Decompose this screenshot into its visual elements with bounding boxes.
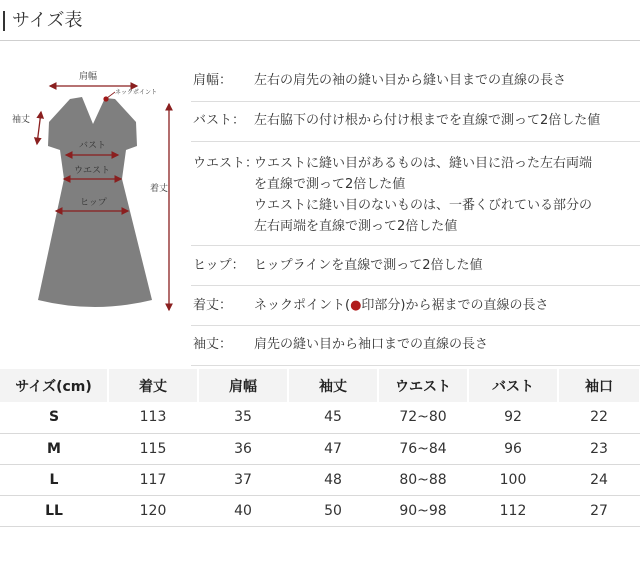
- table-cell: 100: [468, 464, 558, 495]
- definition-text: ヒップラインを直線で測って2倍した値: [254, 258, 483, 273]
- table-cell: 92: [468, 402, 558, 433]
- definition-row: [191, 286, 640, 326]
- table-cell: 120: [108, 495, 198, 526]
- table-cell: 45: [288, 402, 378, 433]
- table-cell: 37: [198, 464, 288, 495]
- table-cell: 23: [558, 433, 640, 464]
- table-cell: 48: [288, 464, 378, 495]
- length-label: 着丈: [150, 184, 169, 194]
- table-cell: 22: [558, 402, 640, 433]
- header-bust: バスト: [468, 369, 558, 402]
- waist-label: ウエスト: [74, 166, 111, 176]
- definition-row: [191, 246, 640, 286]
- definition-term: 肩幅：: [193, 73, 233, 88]
- definition-term: バスト：: [193, 113, 246, 128]
- table-row: [0, 495, 640, 526]
- header-size: サイズ(cm): [0, 369, 108, 402]
- size-cell: S: [0, 402, 108, 433]
- definition-text: 肩先の縫い目から袖口までの直線の長さ: [254, 337, 489, 352]
- shoulder-width-label: 肩幅: [79, 72, 98, 82]
- table-cell: 112: [468, 495, 558, 526]
- bust-label: バスト: [79, 141, 107, 151]
- header-katahaba: 肩幅: [198, 369, 288, 402]
- neckpoint-marker-icon: ●: [350, 298, 362, 313]
- table-cell: 40: [198, 495, 288, 526]
- header-sodeguchi: 袖口: [558, 369, 640, 402]
- size-cell: L: [0, 464, 108, 495]
- table-header-row: [0, 369, 640, 402]
- title-divider: [0, 40, 640, 41]
- page-title: サイズ表: [12, 10, 83, 31]
- definition-term: 袖丈：: [193, 337, 233, 352]
- table-cell: 24: [558, 464, 640, 495]
- definition-row: [191, 142, 640, 246]
- header-kitake: 着丈: [108, 369, 198, 402]
- table-cell: 113: [108, 402, 198, 433]
- definition-row: [191, 102, 640, 142]
- definition-text: 左右脇下の付け根から付け根までを直線で測って2倍した値: [254, 113, 601, 128]
- table-cell: 117: [108, 464, 198, 495]
- definition-text: 左右の肩先の袖の縫い目から縫い目までの直線の長さ: [254, 73, 567, 88]
- definition-text: 左右両端を直線で測って2倍した値: [254, 219, 458, 234]
- measurement-definitions: [191, 62, 640, 366]
- table-row: [0, 433, 640, 464]
- definition-term: ヒップ：: [193, 258, 245, 273]
- table-row: [0, 464, 640, 495]
- size-diagram: [0, 52, 185, 332]
- definition-text-post: 印部分)から裾までの直線の長さ: [361, 298, 549, 313]
- definition-text-pre: ネックポイント(: [254, 298, 351, 313]
- definition-term: ウエスト：: [193, 156, 259, 171]
- table-cell: 35: [198, 402, 288, 433]
- size-cell: M: [0, 433, 108, 464]
- definition-text: ウエストに縫い目があるものは、縫い目に沿った左右両端: [254, 156, 593, 171]
- size-table: [0, 369, 640, 527]
- table-cell: 80~88: [378, 464, 468, 495]
- table-cell: 47: [288, 433, 378, 464]
- definition-text: を直線で測って2倍した値: [254, 177, 406, 192]
- table-row: [0, 402, 640, 433]
- page-header: [0, 0, 640, 40]
- definition-term: 着丈：: [193, 298, 233, 313]
- table-cell: 50: [288, 495, 378, 526]
- header-sodetake: 袖丈: [288, 369, 378, 402]
- table-cell: 115: [108, 433, 198, 464]
- table-cell: 76~84: [378, 433, 468, 464]
- sleeve-length-label: 袖丈: [12, 115, 31, 125]
- header-waist: ウエスト: [378, 369, 468, 402]
- definition-row: [191, 62, 640, 102]
- size-cell: LL: [0, 495, 108, 526]
- definition-text: ウエストに縫い目のないものは、一番くびれている部分の: [254, 198, 593, 213]
- table-cell: 96: [468, 433, 558, 464]
- table-cell: 72~80: [378, 402, 468, 433]
- table-cell: 36: [198, 433, 288, 464]
- neckpoint-label: ネックポイント: [115, 89, 158, 96]
- table-cell: 27: [558, 495, 640, 526]
- hip-label: ヒップ: [80, 198, 107, 208]
- sleeve-length-arrow: [37, 112, 41, 144]
- neckpoint-leader: [107, 92, 115, 98]
- definition-row: [191, 326, 640, 366]
- definition-text: [254, 296, 640, 316]
- table-cell: 90~98: [378, 495, 468, 526]
- title-accent-bar: [3, 11, 5, 31]
